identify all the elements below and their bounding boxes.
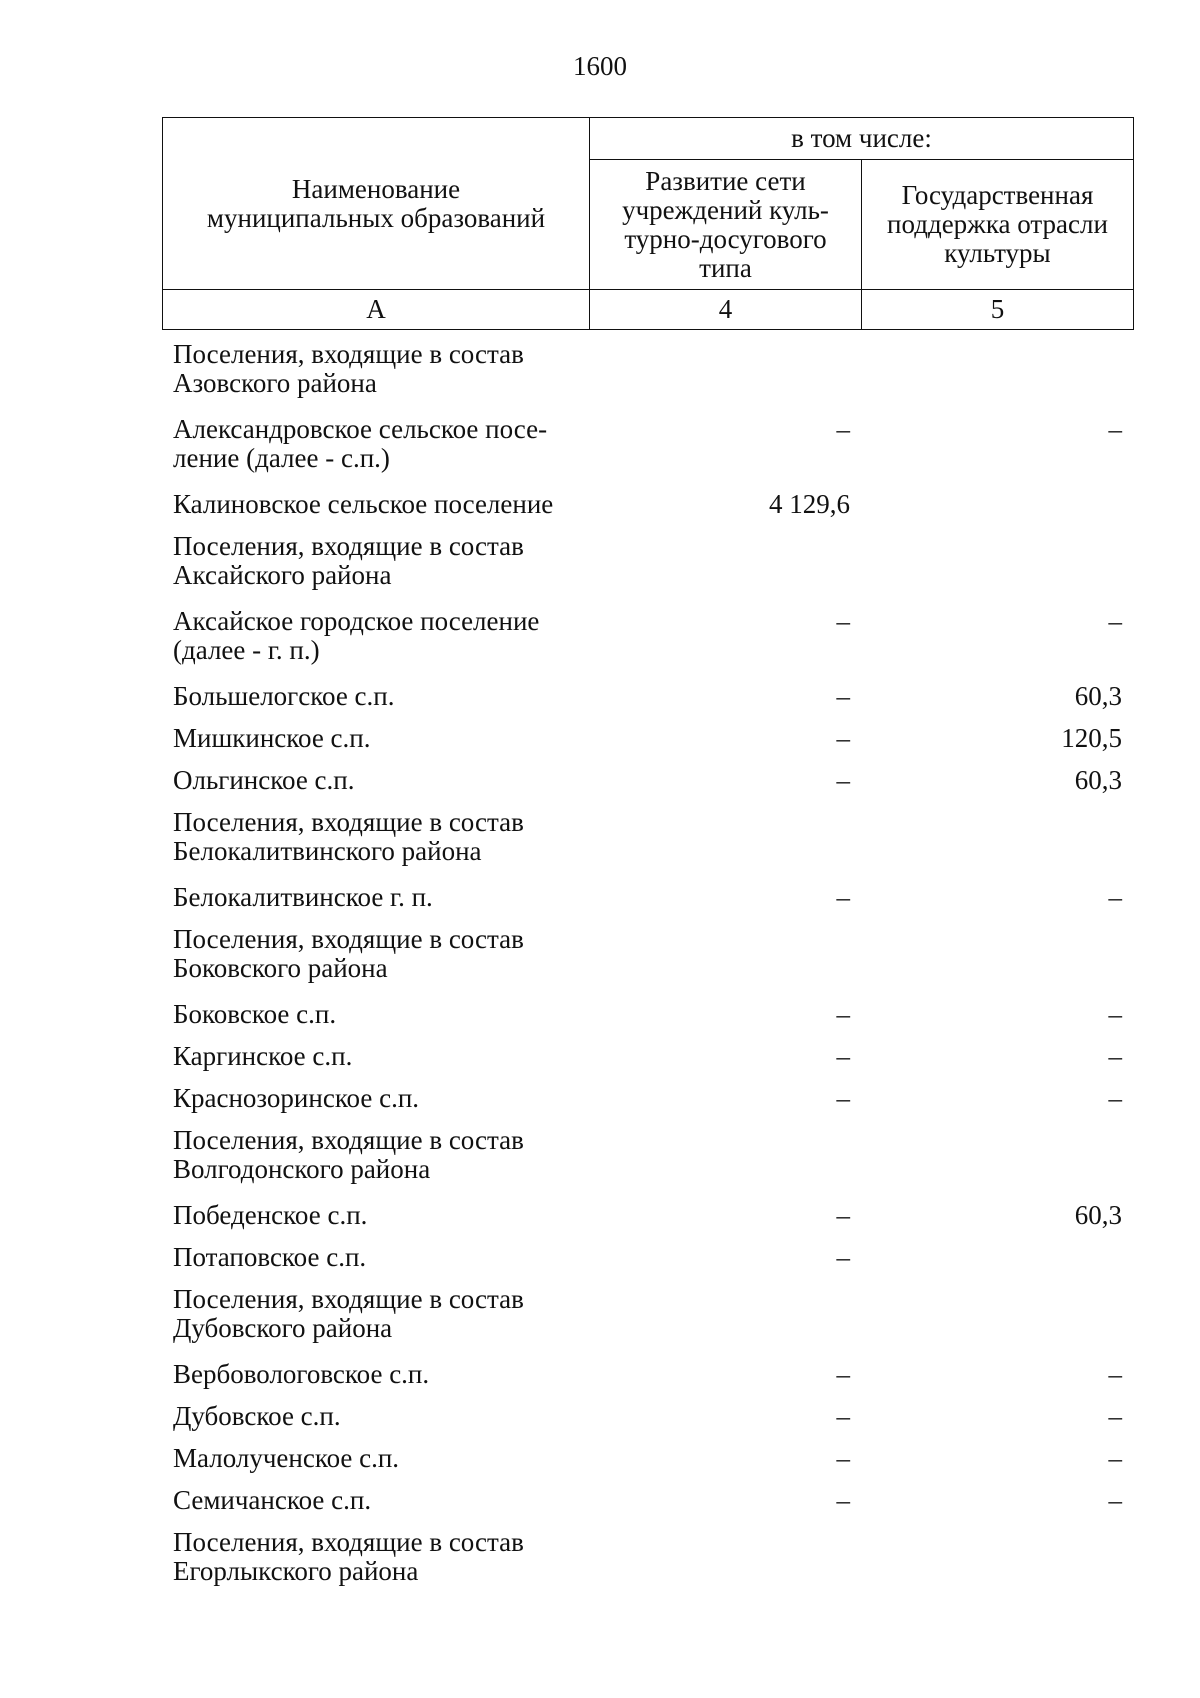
table-header [162,117,1134,330]
table-row [162,1398,1133,1440]
value-col-4 [589,528,861,603]
value-col-4: – [836,1359,850,1389]
value-col-5: – [1108,606,1122,636]
municipality-name: Поселения, входящие в состав Азовского района [173,339,524,398]
value-col-5 [861,921,1133,996]
value-col-4: – [836,414,850,444]
value-col-4: – [836,681,850,711]
value-col-5 [861,1239,1133,1281]
table-row [162,1440,1133,1482]
municipality-name: Белокалитвинское г. п. [173,882,433,912]
table-row [162,1197,1133,1239]
value-col-5 [861,528,1133,603]
municipality-name: Краснозоринское с.п. [173,1083,420,1113]
column-index-4: 4 [590,290,862,330]
value-col-4: – [836,1041,850,1071]
table-row [162,921,1133,996]
value-col-4: 4 129,6 [769,489,850,519]
municipality-name: Аксайское городское поселение (далее - г. п.) [173,606,540,665]
table-row [162,486,1133,528]
municipality-name: Поселения, входящие в состав Аксайского района [173,531,524,590]
column-header-5: Государственная поддержка отрасли культуры [862,160,1134,290]
value-col-4: – [836,1083,850,1113]
municipality-name: Победенское с.п. [173,1200,368,1230]
value-col-5 [861,804,1133,879]
value-col-4: – [836,1485,850,1515]
municipality-name: Боковское с.п. [173,999,337,1029]
table-row [162,762,1133,804]
municipality-name: Ольгинское с.п. [173,765,355,795]
value-col-5 [861,486,1133,528]
value-col-5 [861,1524,1133,1599]
value-col-4 [589,1524,861,1599]
data-table [162,336,1133,1599]
value-col-4 [589,921,861,996]
column-header-name: Наименование муниципальных образований [163,118,590,290]
value-col-4: – [836,882,850,912]
table-row [162,804,1133,879]
municipality-name: Поселения, входящие в состав Боковского района [173,924,524,983]
municipality-name: Мишкинское с.п. [173,723,371,753]
value-col-4: – [836,1242,850,1272]
value-col-5 [861,336,1133,411]
table-row [162,1356,1133,1398]
municipality-name: Потаповское с.п. [173,1242,367,1272]
municipality-name: Поселения, входящие в состав Егорлыкского района [173,1527,524,1586]
value-col-4: – [836,765,850,795]
value-col-5: – [1108,1401,1122,1431]
value-col-5 [861,1281,1133,1356]
table-row [162,678,1133,720]
value-col-5: 120,5 [1061,723,1122,753]
value-col-5: – [1108,1359,1122,1389]
municipality-name: Поселения, входящие в состав Дубовского района [173,1284,524,1343]
municipality-name: Дубовское с.п. [173,1401,341,1431]
municipality-name: Большелогское с.п. [173,681,395,711]
column-header-4: Развитие сети учреждений куль-турно-досугового типа [590,160,862,290]
table-row [162,996,1133,1038]
value-col-5: – [1108,882,1122,912]
table-row [162,1482,1133,1524]
municipality-name: Семичанское с.п. [173,1485,372,1515]
column-index-5: 5 [862,290,1134,330]
value-col-5 [861,1122,1133,1197]
value-col-5: – [1108,1443,1122,1473]
table-row [162,1524,1133,1599]
municipality-name: Поселения, входящие в состав Волгодонского района [173,1125,524,1184]
municipality-name: Поселения, входящие в состав Белокалитвинского района [173,807,524,866]
table-row [162,336,1133,411]
table-row [162,411,1133,486]
value-col-5: – [1108,1083,1122,1113]
municipality-name: Вербовологовское с.п. [173,1359,430,1389]
column-index-a: А [163,290,590,330]
table-row [162,1122,1133,1197]
value-col-5: – [1108,1485,1122,1515]
table-row [162,1239,1133,1281]
table-row [162,720,1133,762]
table-row [162,1281,1133,1356]
value-col-5: 60,3 [1074,681,1122,711]
table-row [162,603,1133,678]
value-col-5: – [1108,414,1122,444]
value-col-5: 60,3 [1074,765,1122,795]
value-col-4 [589,1281,861,1356]
value-col-5: – [1108,999,1122,1029]
table-row [162,528,1133,603]
value-col-4: – [836,999,850,1029]
value-col-4 [589,1122,861,1197]
value-col-4: – [836,1401,850,1431]
municipality-name: Каргинское с.п. [173,1041,353,1071]
value-col-5: 60,3 [1074,1200,1122,1230]
column-header-including: в том числе: [590,118,1134,160]
value-col-4: – [836,723,850,753]
value-col-4 [589,804,861,879]
table-row [162,1038,1133,1080]
value-col-4: – [836,1443,850,1473]
table-row [162,879,1133,921]
value-col-4: – [836,1200,850,1230]
value-col-4 [589,336,861,411]
page-number: 1600 [573,51,627,81]
table-row [162,1080,1133,1122]
municipality-name: Александровское сельское посе-ление (далее - с.п.) [173,414,548,473]
value-col-4: – [836,606,850,636]
value-col-5: – [1108,1041,1122,1071]
municipality-name: Малолученское с.п. [173,1443,400,1473]
municipality-name: Калиновское сельское поселение [173,489,554,519]
